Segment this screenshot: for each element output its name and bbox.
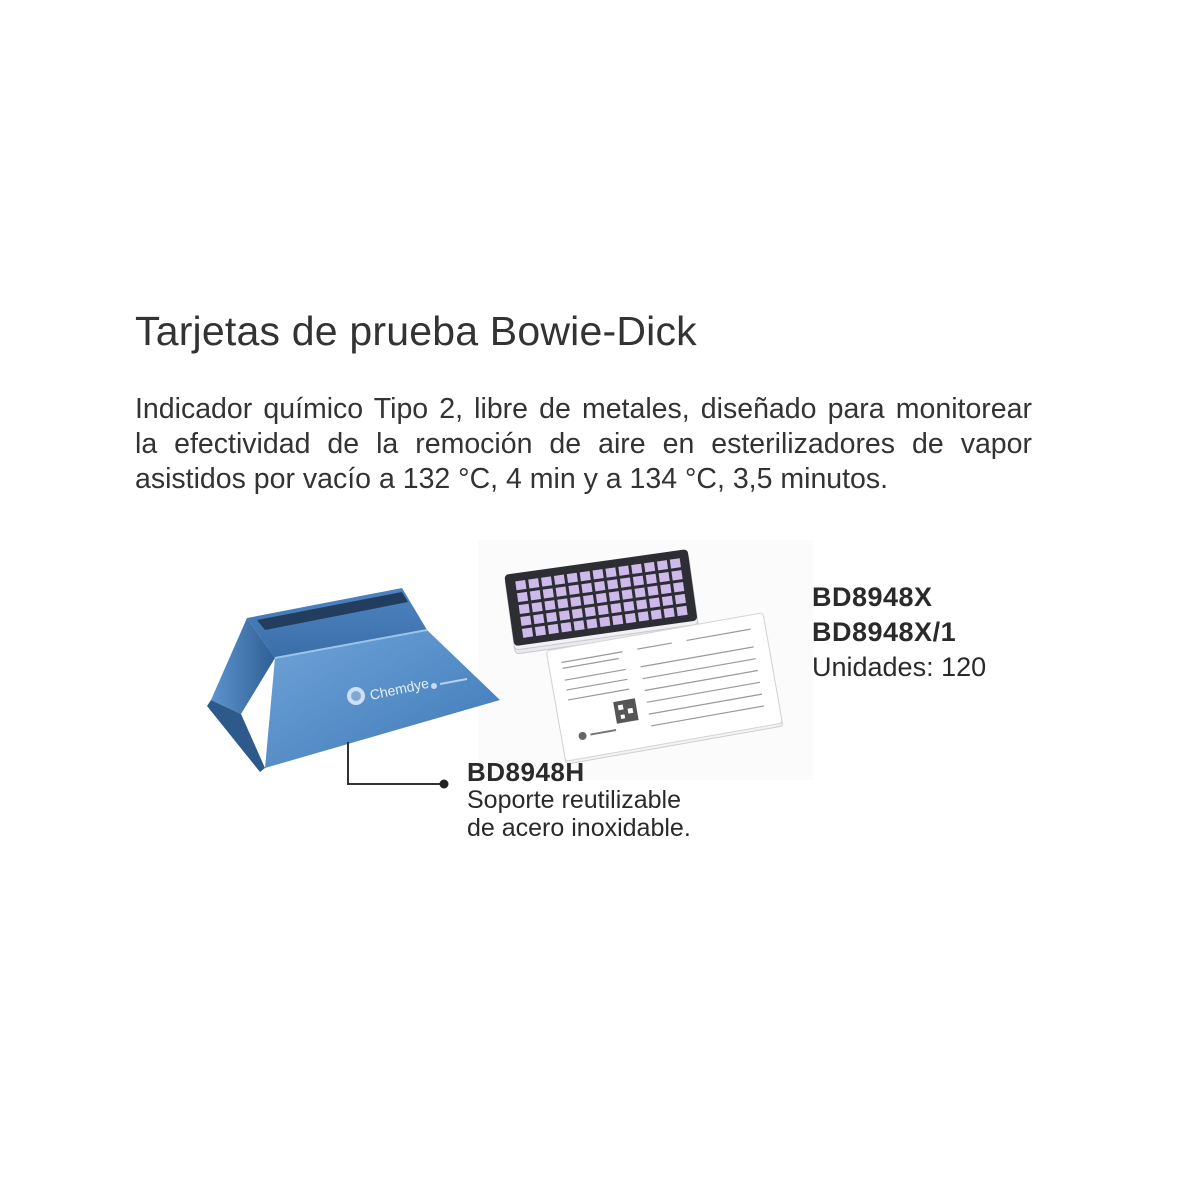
units-count: Unidades: 120 <box>812 652 987 682</box>
holder-product-code: BD8948H <box>467 757 585 787</box>
cards-product-codes <box>812 580 986 685</box>
holder-brand-text: Chemdye <box>368 674 431 703</box>
test-cards-image <box>478 540 813 780</box>
holder-description-line: de acero inoxidable. <box>467 814 691 842</box>
holder-description-line: Soporte reutilizable <box>467 786 682 814</box>
holder-callout-label <box>467 758 691 842</box>
product-description: Indicador químico Tipo 2, libre de metales, diseñado para monitorear la efectividad de la remoción de aire en esterilizadores de vapor asistidos por vacío a 132 °C, 4 min y a 134 °C, 3,5 minutos. <box>135 393 1032 495</box>
product-code: BD8948X/1 <box>812 617 957 647</box>
product-code: BD8948X <box>812 582 933 612</box>
page-title: Tarjetas de prueba Bowie-Dick <box>135 308 697 354</box>
callout-connector <box>340 740 455 795</box>
